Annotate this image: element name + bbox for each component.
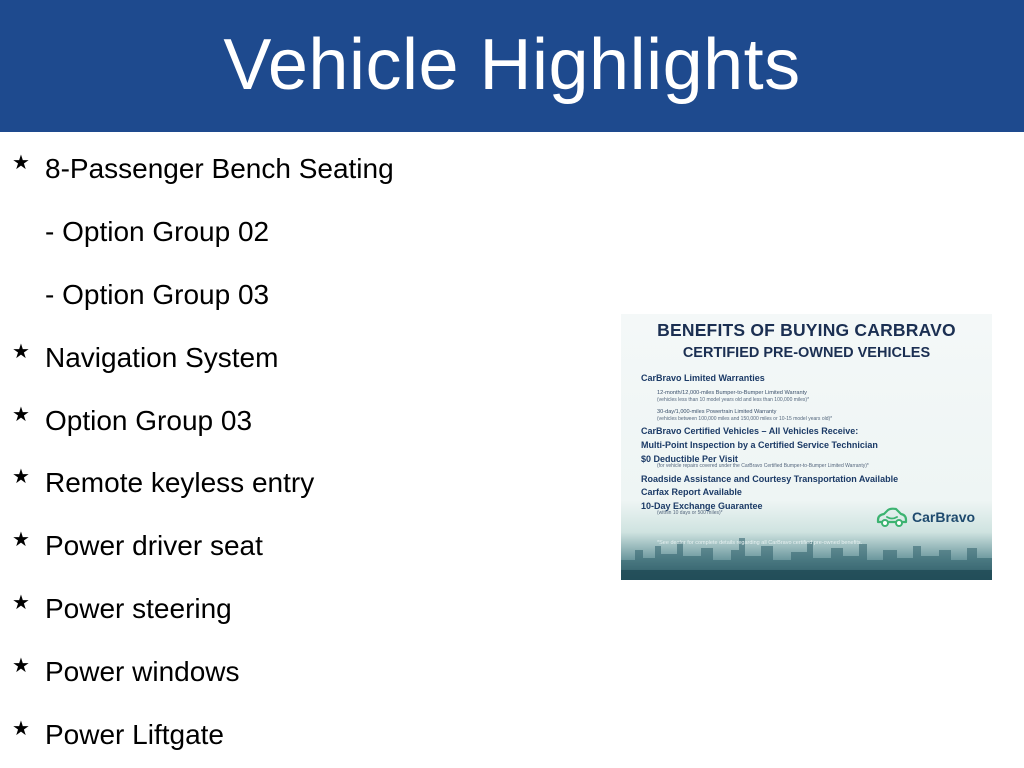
star-icon: ★ <box>12 527 30 551</box>
star-icon: ★ <box>12 653 30 677</box>
list-item-label: Remote keyless entry <box>45 467 315 498</box>
list-item-label: Power driver seat <box>45 530 263 561</box>
flyer-benefit-inspection: Multi-Point Inspection by a Certified Service Technician <box>641 440 878 450</box>
page-title: Vehicle Highlights <box>223 25 801 105</box>
city-skyline-graphic <box>621 520 992 580</box>
list-item-label: Power Liftgate <box>45 719 224 750</box>
list-item-label: Option Group 03 <box>45 405 253 436</box>
flyer-benefit-roadside: Roadside Assistance and Courtesy Transportation Available <box>641 474 899 484</box>
list-item <box>0 152 600 192</box>
list-item <box>0 278 600 318</box>
flyer-warranty-1-note: (vehicles less than 10 model years old and less than 100,000 miles)* <box>657 397 810 403</box>
flyer-benefit-carfax: Carfax Report Available <box>641 487 742 497</box>
star-icon: ★ <box>12 339 30 363</box>
star-icon: ★ <box>12 716 30 740</box>
header-banner <box>0 0 1024 132</box>
flyer-benefit-exchange-note: (within 10 days or 500 miles)* <box>657 510 723 516</box>
star-icon: ★ <box>12 402 30 426</box>
list-item-label: - Option Group 02 <box>45 216 270 247</box>
flyer-footnote: *See dealer for complete details regarding all CarBravo certified pre-owned benefits. <box>657 540 863 546</box>
list-item-label: - Option Group 03 <box>45 279 270 310</box>
star-icon: ★ <box>12 464 30 488</box>
list-item <box>0 404 600 444</box>
list-item <box>0 718 600 758</box>
list-item <box>0 341 600 381</box>
star-icon: ★ <box>12 590 30 614</box>
list-item <box>0 215 600 255</box>
list-item <box>0 466 600 506</box>
flyer-section-warranties: CarBravo Limited Warranties <box>641 373 765 383</box>
list-item <box>0 592 600 632</box>
flyer-benefit-exchange: 10-Day Exchange Guarantee <box>641 501 763 511</box>
list-item-label: Navigation System <box>45 342 279 373</box>
logo-wordmark: CarBravo <box>912 509 976 525</box>
list-item-label: Power windows <box>45 656 240 687</box>
list-item <box>0 655 600 695</box>
flyer-benefit-deductible: $0 Deductible Per Visit <box>641 454 738 464</box>
list-item <box>0 529 600 569</box>
flyer-warranty-1: 12-month/12,000-miles Bumper-to-Bumper Limited Warranty <box>657 390 807 396</box>
flyer-section-certified: CarBravo Certified Vehicles – All Vehicles Receive: <box>641 426 859 436</box>
list-item-label: 8-Passenger Bench Seating <box>45 153 394 184</box>
flyer-subtitle: CERTIFIED PRE-OWNED VEHICLES <box>682 345 931 361</box>
star-icon: ★ <box>12 150 30 174</box>
flyer-warranty-2: 30-day/1,000-miles Powertrain Limited Warranty <box>657 409 777 415</box>
list-item-label: Power steering <box>45 593 232 624</box>
flyer-warranty-2-note: (vehicles between 100,000 miles and 150,000 miles or 10-15 model years old)* <box>657 416 833 422</box>
carbravo-benefits-flyer <box>621 314 992 580</box>
flyer-title: BENEFITS OF BUYING CARBRAVO <box>657 320 956 340</box>
flyer-benefit-deductible-note: (for vehicle repairs covered under the CarBravo Certified Bumper-to-Bumper Limited Warranty)* <box>657 463 869 469</box>
